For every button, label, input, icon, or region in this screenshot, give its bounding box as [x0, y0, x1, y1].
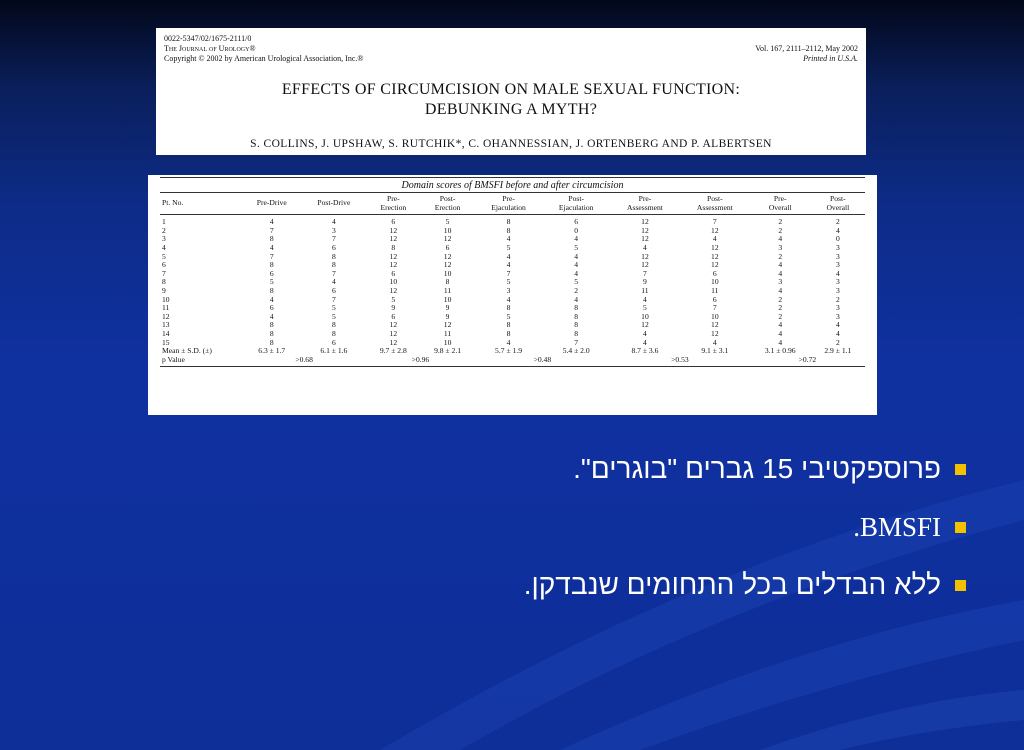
table-row-pvalue — [160, 356, 865, 367]
table-cell: 2 — [835, 217, 840, 227]
table-header-cell: Post- Assessment — [680, 193, 750, 215]
table-cell: 9 — [643, 277, 647, 287]
bullet-text: פרוספקטיבי 15 גברים "בוגרים". — [573, 453, 941, 484]
table-cell: 4 — [574, 260, 579, 270]
table-cell: 6.3 ± 1.7 — [258, 346, 286, 356]
table-cell: 5 — [331, 311, 336, 321]
table-cell: 4 — [574, 268, 579, 278]
table-cell: 8 — [391, 242, 396, 252]
table-cell: 5 — [574, 242, 579, 252]
bullet-item — [346, 556, 966, 614]
table-header-cell: Post- Overall — [811, 193, 865, 215]
table-cell: 4 — [643, 337, 647, 347]
table-header-cell: Pre- Overall — [750, 193, 811, 215]
table-cell: 5 — [445, 217, 450, 227]
table-cell: 12 — [711, 225, 719, 235]
table-cell: 4 — [712, 234, 717, 244]
table-cell: 4 — [778, 285, 783, 295]
table-cell: 3 — [835, 303, 840, 313]
table-cell: 4 — [778, 337, 783, 347]
table-row — [160, 287, 865, 296]
table-cell: 11 — [162, 303, 170, 313]
table-cell: 7 — [506, 268, 511, 278]
table-header-cell: Post- Erection — [420, 193, 474, 215]
table-cell: 6 — [331, 242, 336, 252]
table-cell: 4 — [643, 242, 647, 252]
table-cell: 5 — [506, 277, 511, 287]
table-cell: 2 — [778, 225, 783, 235]
table-cell: 6 — [331, 285, 336, 295]
table-cell: 12 — [162, 311, 170, 321]
table-cell: 10 — [641, 311, 649, 321]
table-cell: 4 — [778, 328, 783, 338]
table-row — [160, 330, 865, 339]
table-cell: 7 — [269, 251, 274, 261]
table-cell: 12 — [389, 328, 398, 338]
table-cell: 12 — [389, 337, 398, 347]
table-cell: 13 — [162, 320, 170, 330]
table-cell: 4 — [835, 320, 840, 330]
table-cell: 11 — [711, 285, 719, 295]
table-cell: 15 — [162, 337, 170, 347]
table-cell: 9.1 ± 3.1 — [701, 346, 729, 356]
table-cell: 10 — [711, 277, 719, 287]
table-cell: 8 — [269, 320, 274, 330]
table-cell: 7 — [331, 294, 336, 304]
table-cell: 12 — [443, 260, 452, 270]
table-cell: 10 — [711, 311, 719, 321]
table-cell: 6 — [391, 311, 396, 321]
table-cell: 7 — [269, 225, 274, 235]
table-cell: 4 — [269, 294, 274, 304]
table-cell: 4 — [835, 268, 840, 278]
table-header-cell: Pt. No. — [160, 193, 242, 215]
table-cell: 6 — [712, 294, 717, 304]
table-cell: 12 — [641, 320, 649, 330]
table-cell: 2 — [778, 217, 783, 227]
table-cell: 8 — [331, 260, 336, 270]
table-cell: 6 — [331, 337, 336, 347]
square-bullet-icon — [955, 580, 966, 591]
table-row — [160, 215, 865, 227]
table-cell: 8 — [574, 320, 579, 330]
table-cell: 4 — [162, 242, 166, 252]
table-cell: 4 — [331, 217, 336, 227]
table-cell: 4 — [712, 337, 717, 347]
table-cell: 9 — [391, 303, 396, 313]
volume-line: Vol. 167, 2111–2112, May 2002 — [755, 44, 858, 53]
table-cell: 4 — [778, 268, 783, 278]
table-cell: 4 — [778, 234, 783, 244]
table-cell: 6 — [445, 242, 450, 252]
scores-table — [160, 193, 865, 367]
table-cell: 12 — [389, 320, 398, 330]
table-row — [160, 261, 865, 270]
table-cell: 5 — [269, 277, 274, 287]
table-cell: 3 — [835, 260, 840, 270]
table-cell: 3 — [835, 251, 840, 261]
table-cell: 2 — [778, 303, 783, 313]
table-caption: Domain scores of BMSFI before and after circumcision — [160, 177, 865, 193]
table-cell: 4 — [506, 260, 511, 270]
table-cell: 4 — [574, 234, 579, 244]
table-cell: 2 — [778, 311, 783, 321]
table-cell: 9 — [445, 303, 450, 313]
table-cell: 12 — [389, 234, 398, 244]
bullet-item — [346, 440, 966, 498]
table-cell: Mean ± S.D. (±) — [162, 346, 212, 356]
table-cell: 6 — [269, 303, 274, 313]
table-cell: 8 — [506, 328, 511, 338]
table-cell: 8 — [269, 260, 274, 270]
table-row — [160, 321, 865, 330]
table-cell: 10 — [443, 337, 452, 347]
paper-header-image — [156, 28, 866, 155]
table-row — [160, 227, 865, 236]
table-cell: 5 — [506, 311, 511, 321]
table-cell: 12 — [443, 251, 452, 261]
table-cell: 8 — [506, 217, 511, 227]
table-cell: 9 — [445, 311, 450, 321]
table-cell: 4 — [778, 320, 783, 330]
paper-title-line1: EFFECTS OF CIRCUMCISION ON MALE SEXUAL FUNCTION: — [281, 81, 741, 98]
table-cell: 2.9 ± 1.1 — [824, 346, 852, 356]
table-body — [160, 215, 865, 367]
table-cell: 8 — [574, 303, 579, 313]
bullet-text: ללא הבדלים בכל התחומים שנבדקן. — [523, 569, 941, 600]
table-cell: 5 — [162, 251, 166, 261]
paper-meta-left — [164, 34, 363, 64]
table-cell: 3 — [331, 225, 336, 235]
table-cell: 7 — [643, 268, 647, 278]
table-cell: 12 — [641, 234, 649, 244]
table-cell: 4 — [835, 225, 840, 235]
table-cell: 3.1 ± 0.96 — [764, 346, 796, 356]
table-cell: 6 — [269, 268, 274, 278]
table-cell: 3 — [162, 234, 166, 244]
table-cell: >0.68 — [242, 356, 366, 367]
table-cell: 8 — [162, 277, 166, 287]
table-cell: 0 — [835, 234, 840, 244]
table-cell: 5 — [506, 242, 511, 252]
table-cell: 4 — [643, 328, 647, 338]
table-cell: 2 — [778, 251, 783, 261]
table-cell: 8 — [269, 285, 274, 295]
table-cell: 12 — [641, 225, 649, 235]
bullet-item — [346, 498, 966, 556]
table-cell: 6.1 ± 1.6 — [320, 346, 348, 356]
table-cell: 8 — [506, 303, 511, 313]
paper-code: 0022-5347/02/1675-2111/0 — [164, 34, 252, 43]
table-cell: 6 — [712, 268, 717, 278]
table-cell: 12 — [389, 285, 398, 295]
table-cell: 8 — [269, 234, 274, 244]
table-cell: 10 — [389, 277, 398, 287]
table-cell: 2 — [778, 294, 783, 304]
table-header-cell: Post- Ejaculation — [542, 193, 610, 215]
paper-authors: S. COLLINS, J. UPSHAW, S. RUTCHIK*, C. OHANNESSIAN, J. ORTENBERG AND P. ALBERTSEN — [250, 138, 772, 150]
table-cell: 12 — [711, 242, 719, 252]
table-cell: 6 — [162, 260, 166, 270]
table-row — [160, 347, 865, 356]
table-cell: 3 — [835, 242, 840, 252]
table-cell: 2 — [835, 294, 840, 304]
bullet-text: BMSFI. — [853, 511, 941, 542]
table-cell: >0.72 — [750, 356, 865, 367]
table-header-row — [160, 193, 865, 215]
table-cell: 10 — [443, 294, 452, 304]
table-cell: 8 — [506, 225, 511, 235]
table-cell: 6 — [574, 217, 579, 227]
table-cell: 2 — [162, 225, 166, 235]
table-cell: 5 — [391, 294, 396, 304]
table-cell: 14 — [162, 328, 170, 338]
table-cell: 8 — [445, 277, 450, 287]
paper-title-line2: DEBUNKING A MYTH? — [424, 101, 598, 118]
table-cell: 12 — [641, 217, 649, 227]
table-cell: 8 — [331, 320, 336, 330]
table-cell: 4 — [835, 328, 840, 338]
table-row — [160, 244, 865, 253]
table-cell: 4 — [506, 294, 511, 304]
table-cell: 1 — [162, 217, 166, 227]
table-cell: 6 — [391, 268, 396, 278]
square-bullet-icon — [955, 522, 966, 533]
table-header-cell: Pre-Drive — [242, 193, 302, 215]
table-cell: 7 — [712, 303, 717, 313]
printed-line: Printed in U.S.A. — [803, 54, 858, 63]
table-row — [160, 296, 865, 305]
table-cell: 11 — [443, 328, 452, 338]
table-cell: >0.96 — [366, 356, 475, 367]
table-cell: 12 — [641, 260, 649, 270]
table-cell: 7 — [331, 234, 336, 244]
table-cell: 11 — [641, 285, 649, 295]
table-cell: 12 — [443, 234, 452, 244]
table-cell: 12 — [443, 320, 452, 330]
table-cell: 4 — [574, 251, 579, 261]
square-bullet-icon — [955, 464, 966, 475]
table-header-cell: Pre- Erection — [366, 193, 420, 215]
table-cell: 9 — [162, 285, 166, 295]
table-header-cell: Post-Drive — [302, 193, 367, 215]
table-cell: 0 — [574, 225, 579, 235]
table-cell: 5 — [643, 303, 647, 313]
table-cell: 8 — [331, 251, 336, 261]
table-row — [160, 270, 865, 279]
copyright-line: Copyright © 2002 by American Urological Association, Inc.® — [164, 54, 364, 63]
table-cell: 4 — [269, 242, 274, 252]
table-cell: 4 — [269, 217, 274, 227]
table-cell: 4 — [331, 277, 336, 287]
table-cell: 3 — [778, 242, 783, 252]
bmsfi-table-image — [148, 175, 877, 415]
table-cell: 3 — [835, 277, 840, 287]
table-cell: >0.48 — [475, 356, 610, 367]
table-cell: 12 — [389, 251, 398, 261]
table-cell: 4 — [574, 294, 579, 304]
table-cell: >0.53 — [610, 356, 750, 367]
table-cell: 8 — [331, 328, 336, 338]
table-cell: 12 — [389, 225, 398, 235]
table-cell: 10 — [162, 294, 170, 304]
table-cell: 7 — [574, 337, 579, 347]
table-cell: 5 — [574, 277, 579, 287]
table-cell: 10 — [443, 225, 452, 235]
table-cell: 2 — [835, 337, 840, 347]
table-cell: 7 — [331, 268, 336, 278]
table-cell: 4 — [506, 251, 511, 261]
table-cell: 12 — [711, 328, 719, 338]
table-cell: p Value — [160, 356, 242, 367]
table-cell: 3 — [506, 285, 511, 295]
table-cell: 4 — [778, 260, 783, 270]
table-cell: 12 — [711, 260, 719, 270]
table-cell: 8 — [574, 311, 579, 321]
table-cell: 3 — [835, 285, 840, 295]
table-cell: 5.4 ± 2.0 — [562, 346, 590, 356]
table-cell: 8 — [269, 328, 274, 338]
table-cell: 6 — [391, 217, 396, 227]
table-header-cell: Pre- Ejaculation — [475, 193, 543, 215]
table-cell: 12 — [711, 251, 719, 261]
table-cell: 7 — [712, 217, 717, 227]
bullet-list — [346, 440, 966, 614]
paper-title — [156, 80, 866, 120]
table-cell: 7 — [162, 268, 166, 278]
table-cell: 12 — [641, 251, 649, 261]
table-row — [160, 278, 865, 287]
table-row — [160, 304, 865, 313]
table-cell: 8.7 ± 3.6 — [631, 346, 659, 356]
table-cell: 9.8 ± 2.1 — [434, 346, 462, 356]
table-cell: 4 — [506, 234, 511, 244]
table-cell: 12 — [389, 260, 398, 270]
table-cell: 12 — [711, 320, 719, 330]
paper-meta-right — [755, 44, 858, 64]
journal-name: The Journal of Urology® — [164, 44, 256, 53]
table-row — [160, 253, 865, 262]
table-cell: 8 — [269, 337, 274, 347]
table-cell: 2 — [574, 285, 579, 295]
table-cell: 5.7 ± 1.9 — [495, 346, 522, 356]
table-cell: 4 — [269, 311, 274, 321]
table-cell: 10 — [443, 268, 452, 278]
table-cell: 3 — [778, 277, 783, 287]
table-cell: 5 — [331, 303, 336, 313]
table-cell: 11 — [443, 285, 452, 295]
table-cell: 8 — [506, 320, 511, 330]
table-header-cell: Pre- Assessment — [610, 193, 680, 215]
table-cell: 8 — [574, 328, 579, 338]
table-row — [160, 313, 865, 322]
table-cell: 3 — [835, 311, 840, 321]
table-row — [160, 235, 865, 244]
table-cell: 4 — [643, 294, 647, 304]
table-cell: 9.7 ± 2.8 — [379, 346, 407, 356]
table-cell: 4 — [506, 337, 511, 347]
